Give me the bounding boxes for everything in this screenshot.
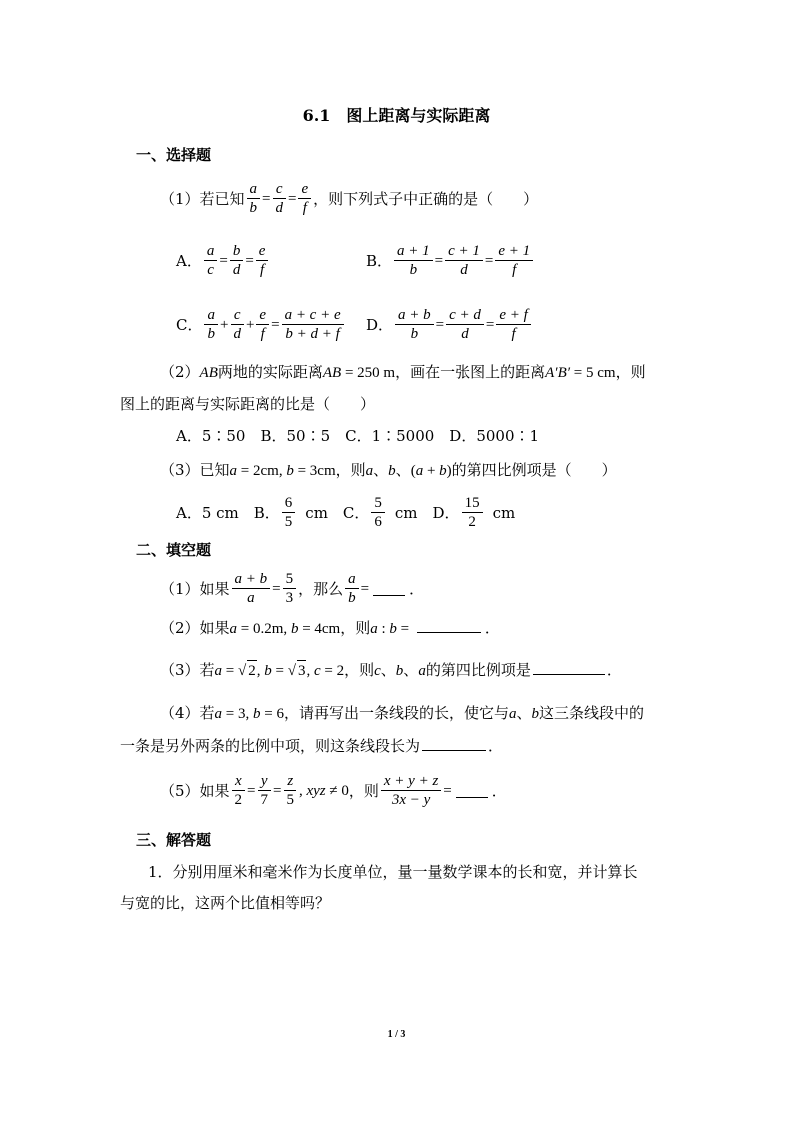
- question-text: ．: [491, 781, 507, 800]
- question-text: （2）如果: [160, 619, 230, 637]
- question-text: 一条是另外两条的比例中项，则这条线段长为: [120, 737, 421, 755]
- page-title: 6.1 图上距离与实际距离: [302, 106, 491, 125]
- question-text: 两地的实际距离: [217, 363, 323, 381]
- question-2-line2: 图上的距离与实际距离的比是（ ）: [120, 395, 376, 413]
- solve-question-1: 1．分别用厘米和毫米作为长度单位，量一量数学课本的长和宽，并计算长: [148, 863, 638, 881]
- question-text: （1）若已知: [160, 189, 245, 208]
- question-text: （2）: [160, 363, 200, 381]
- answer-blank[interactable]: [456, 783, 488, 798]
- question-text: ．: [488, 737, 504, 755]
- question-text: （3）已知: [160, 461, 230, 479]
- question-text: （5）如果: [160, 781, 230, 800]
- page-number: 1 / 3: [387, 1029, 406, 1040]
- question-2-options: A．5∶50 B．50∶5 C．1∶5000 D．5000∶1: [176, 427, 540, 445]
- option-label: B．: [366, 251, 393, 270]
- question-text: ，则下列式子中正确的是（ ）: [313, 189, 539, 208]
- question-text: 这三条线段中的: [539, 704, 645, 722]
- section-heading-solve: 三、解答题: [136, 831, 212, 849]
- question-text: ．: [606, 661, 622, 679]
- option-text: cm D．: [394, 503, 460, 522]
- option-d: D． $\frac{a + b}{b}$ = $\frac{c + d}{d}$ = $\frac{e + f}{f}$: [366, 306, 533, 343]
- answer-blank[interactable]: [373, 581, 405, 596]
- question-text: ，那么: [298, 579, 344, 598]
- question-text: ，则: [335, 461, 366, 479]
- question-text: ，请再写出一条线段的长，使它与: [283, 704, 509, 722]
- question-text: 的第四比例项是: [425, 661, 531, 679]
- question-text: ．: [484, 619, 500, 637]
- fill-question-1: （1）如果 $\frac{a + b}{a}$ = $\frac{5}{3}$ ，那么 $\frac{a}{b}$ = ．: [160, 571, 425, 606]
- question-text: ，画在一张图上的距离: [395, 363, 546, 381]
- question-text: （3）若: [160, 661, 215, 679]
- question-text: ，则: [344, 661, 375, 679]
- question-text: （1）如果: [160, 579, 230, 598]
- question-3: （3）已知a = 2cm, b = 3cm，则a、b、(a + b)的第四比例项是（ ）: [160, 461, 617, 479]
- option-c: C． $\frac{a}{b}$ + $\frac{c}{d}$ + $\frac{e}{f}$ = $\frac{a + c + e}{b + d + f}$: [176, 306, 346, 343]
- option-label: D．: [366, 315, 394, 334]
- fraction: $\frac{a}{b}$: [247, 180, 261, 217]
- question-text: ，则: [340, 619, 371, 637]
- fill-question-4-line2: [120, 736, 503, 756]
- option-text: cm: [492, 503, 516, 522]
- question-text: ．: [409, 579, 425, 598]
- answer-blank[interactable]: [422, 736, 486, 751]
- fraction: $\frac{c}{d}$: [273, 180, 287, 217]
- section-heading-fill: 二、填空题: [136, 541, 212, 559]
- option-text: cm C．: [305, 503, 370, 522]
- fill-question-2: （2）如果a = 0.2m, b = 4cm，则a : b = ．: [160, 619, 500, 637]
- option-text: A．5 cm B．: [176, 503, 280, 522]
- fill-question-4: （4）若a = 3, b = 6，请再写出一条线段的长，使它与a、b这三条线段中的: [160, 704, 645, 722]
- option-b: B． $\frac{a + 1}{b}$ = $\frac{c + 1}{d}$ = $\frac{e + 1}{f}$: [366, 242, 535, 279]
- question-1: （1）若已知 $\frac{a}{b}$ = $\frac{c}{d}$ = $\frac{e}{f}$ ，则下列式子中正确的是（ ）: [160, 181, 539, 216]
- question-text: ，则: [348, 781, 379, 800]
- question-text: ，则: [615, 363, 646, 381]
- option-label: A．: [176, 251, 202, 270]
- option-a: A． $\frac{a}{c}$ = $\frac{b}{d}$ = $\frac{e}{f}$: [176, 242, 270, 279]
- answer-blank[interactable]: [417, 618, 481, 633]
- question-3-options: A．5 cm B． $\frac{6}{5}$ cm C． $\frac{5}{6}$ cm D． $\frac{15}{2}$ cm: [176, 495, 516, 530]
- solve-question-1-line2: 与宽的比，这两个比值相等吗？: [120, 894, 331, 912]
- fill-question-5: （5）如果 $\frac{x}{2}$ = $\frac{y}{7}$ = $\frac{z}{5}$ , xyz ≠ 0 ，则 $\frac{x + y + z}{3x - y}$ = ．: [160, 773, 507, 808]
- question-2: （2）AB两地的实际距离AB = 250 m，画在一张图上的距离A′B′ = 5 cm，则: [160, 363, 646, 381]
- section-heading-choice: 一、选择题: [136, 146, 212, 164]
- option-label: C．: [176, 315, 203, 334]
- fill-question-3: （3）若a = √ 2, b = √ 3, c = 2，则c、b、a的第四比例项是 ．: [160, 661, 622, 679]
- question-text: 的第四比例项是（ ）: [451, 461, 617, 479]
- question-text: （4）若: [160, 704, 215, 722]
- answer-blank[interactable]: [533, 660, 605, 675]
- fraction: $\frac{e}{f}$: [298, 180, 311, 217]
